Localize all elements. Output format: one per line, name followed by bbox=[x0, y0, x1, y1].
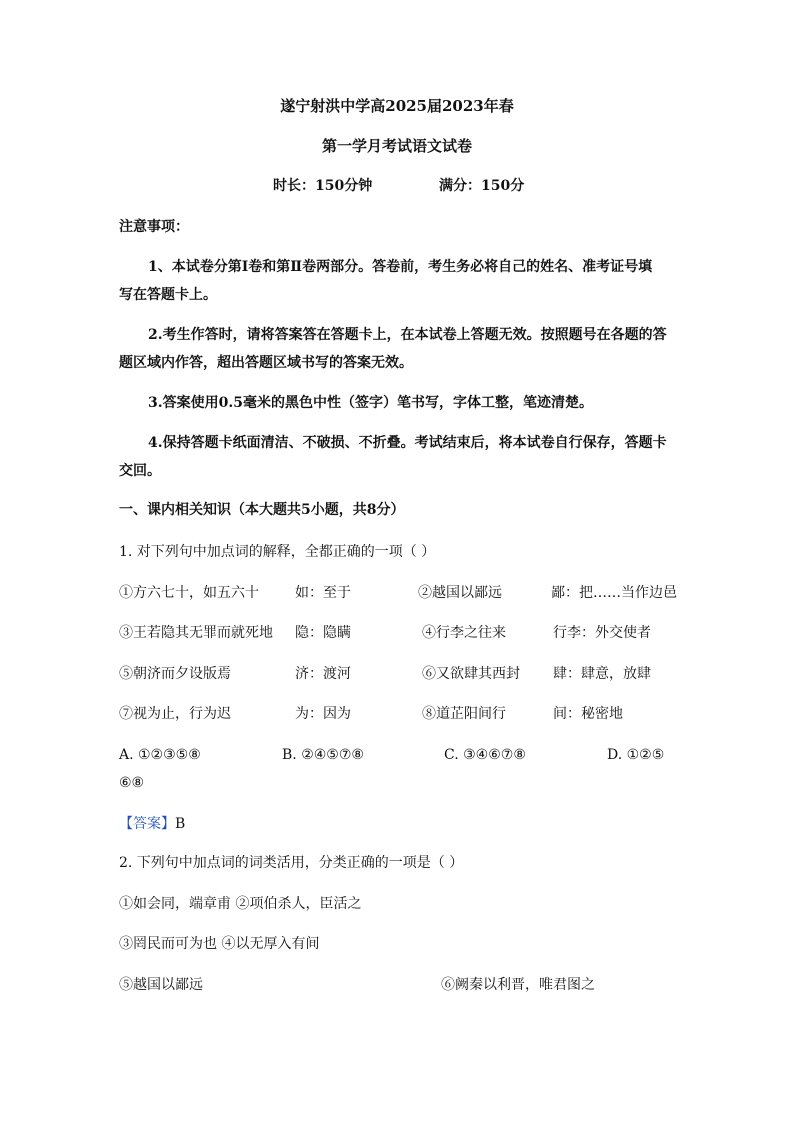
notice-item-1-cont: 写在答题卡上。 bbox=[119, 287, 217, 303]
q1-option-c: C. ③④⑥⑦⑧ bbox=[444, 747, 526, 763]
q1-sentence-3: ③王若隐其无罪而就死地 bbox=[119, 625, 273, 641]
q1-sentence-2: ②越国以鄙远 bbox=[418, 585, 502, 601]
q1-option-d-wrap: ⑥⑧ bbox=[119, 775, 145, 791]
q1-sentence-6: ⑥又欲肆其西封 bbox=[422, 666, 520, 682]
q1-explanation-5: 济：渡河 bbox=[295, 666, 351, 682]
school-title: 遂宁射洪中学高2025届2023年春 bbox=[280, 97, 514, 115]
q1-explanation-2: 鄙：把……当作边邑 bbox=[551, 585, 677, 601]
q1-sentence-4: ④行李之往来 bbox=[422, 625, 506, 641]
q1-sentence-5: ⑤朝济而夕设版焉 bbox=[119, 666, 231, 682]
q1-sentence-7: ⑦视为止，行为迟 bbox=[119, 706, 231, 722]
q1-sentence-1: ①方六七十，如五六十 bbox=[119, 585, 259, 601]
q1-explanation-3: 隐：隐瞒 bbox=[295, 625, 351, 641]
notice-item-2: 2.考生作答时，请将答案答在答题卡上，在本试卷上答题无效。按照题号在各题的答 bbox=[148, 327, 667, 343]
notice-item-2-cont: 题区域内作答，超出答题区域书写的答案无效。 bbox=[119, 355, 413, 371]
q1-explanation-4: 行李：外交使者 bbox=[553, 625, 651, 641]
q1-explanation-8: 间：秘密地 bbox=[553, 706, 623, 722]
exam-title: 第一学月考试语文试卷 bbox=[321, 137, 472, 155]
q1-option-a: A. ①②③⑤⑧ bbox=[119, 747, 201, 763]
q1-option-b: B. ②④⑤⑦⑧ bbox=[282, 747, 364, 763]
answer-value: B bbox=[175, 816, 186, 832]
q2-line-2: ③罔民而可为也 ④以无厚入有间 bbox=[119, 936, 320, 952]
q1-answer bbox=[119, 814, 185, 834]
q2-sentence-5: ⑤越国以鄙远 bbox=[119, 977, 203, 993]
q1-explanation-6: 肆：肆意，放肆 bbox=[553, 666, 651, 682]
notice-item-4: 4.保持答题卡纸面清洁、不破损、不折叠。考试结束后，将本试卷自行保存，答题卡 bbox=[148, 435, 667, 451]
q2-line-1: ①如会同，端章甫 ②项伯杀人，臣活之 bbox=[119, 896, 362, 912]
question-1-stem: 1. 对下列句中加点词的解释，全都正确的一项（ ） bbox=[119, 544, 436, 560]
notice-title: 注意事项： bbox=[119, 219, 189, 235]
section-title: 一、课内相关知识（本大题共5小题，共8分） bbox=[119, 502, 405, 518]
q1-sentence-8: ⑧道芷阳间行 bbox=[422, 706, 506, 722]
notice-item-4-cont: 交回。 bbox=[119, 463, 161, 479]
notice-item-3: 3.答案使用0.5毫米的黑色中性（签字）笔书写，字体工整，笔迹清楚。 bbox=[148, 395, 593, 411]
notice-item-1: 1、本试卷分第Ⅰ卷和第Ⅱ卷两部分。答卷前，考生务必将自己的姓名、准考证号填 bbox=[148, 259, 653, 275]
exam-duration: 时长：150分钟 bbox=[273, 178, 373, 194]
q1-option-d: D. ①②⑤ bbox=[607, 747, 665, 763]
q2-sentence-6: ⑥阙秦以利晋，唯君图之 bbox=[441, 977, 595, 993]
answer-tag: 【答案】 bbox=[119, 816, 175, 832]
q1-explanation-7: 为：因为 bbox=[295, 706, 351, 722]
q1-explanation-1: 如：至于 bbox=[295, 585, 351, 601]
exam-full-score: 满分：150分 bbox=[439, 178, 525, 194]
question-2-stem: 2. 下列句中加点词的词类活用，分类正确的一项是（ ） bbox=[119, 855, 464, 871]
